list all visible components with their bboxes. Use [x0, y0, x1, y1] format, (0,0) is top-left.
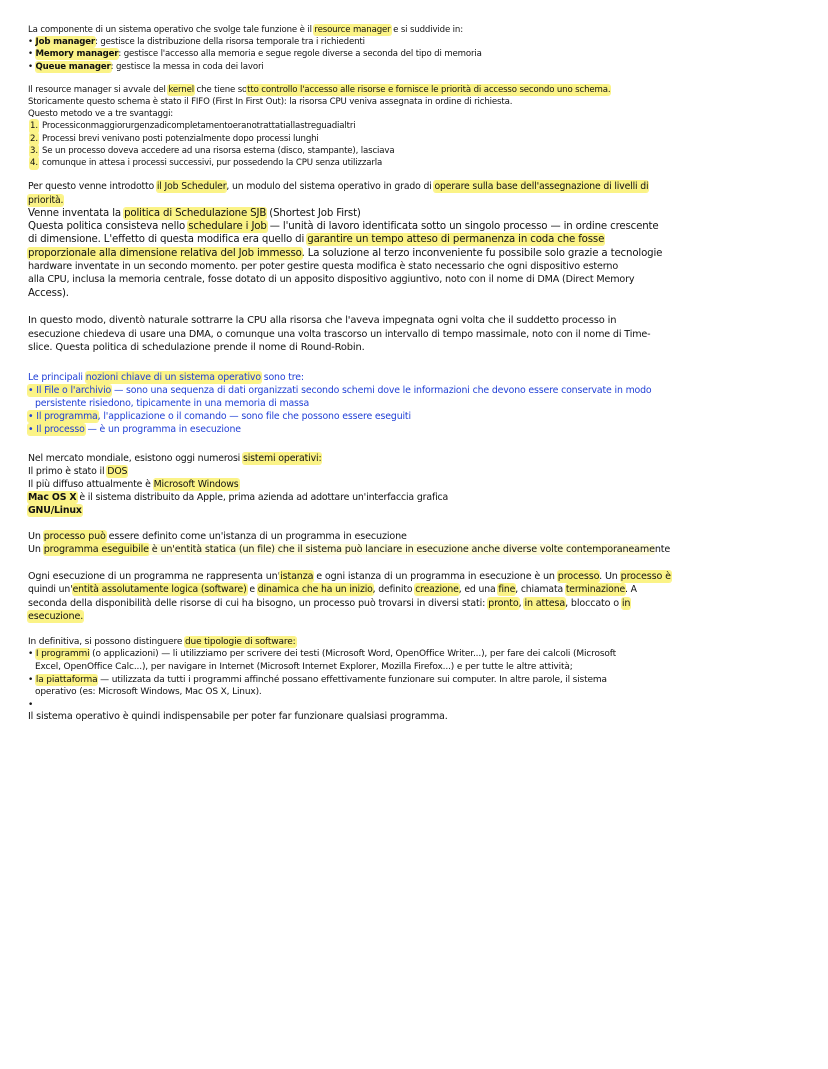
list-item [28, 674, 804, 687]
highlight-in: in [621, 597, 631, 609]
highlight-sjb-policy: politica di Schedulazione SJB [124, 207, 267, 219]
intro-line [28, 24, 804, 36]
highlight-macos: Mac OS X [28, 491, 77, 503]
list-number: 4. [30, 158, 38, 169]
text: Ogni esecuzione di un programma ne rappresenta un' [28, 570, 281, 582]
text: . La soluzione al terzo inconveniente fu possibile solo grazie a tecnologie [301, 247, 663, 259]
text: , l'applicazione o il comando — sono file che possono essere eseguiti [97, 410, 411, 422]
list-item [28, 36, 804, 48]
highlight-platform: la piattaforma [35, 674, 98, 685]
text: , bloccato o [565, 597, 622, 609]
highlight-os: sistemi operativi: [242, 452, 322, 464]
paragraph-line [28, 478, 804, 491]
highlight-priority: tto controllo l'accesso alle risorse e fornisce le priorità di accesso secondo uno schema. [247, 84, 611, 95]
highlight-schedule-jobs: schedulare i Job [188, 221, 267, 233]
resource-section [28, 84, 804, 169]
paragraph-line [28, 636, 804, 649]
highlight-priority-levels: operare sulla base dell'assegnazione di livelli di [434, 181, 649, 193]
highlight-waiting: in attesa [524, 597, 566, 609]
paragraph-line [28, 452, 804, 465]
highlight-process: • Il processo [28, 423, 85, 435]
text: — l'unità di lavoro identificata sotto un singolo processo — in ordine crescente [266, 221, 659, 233]
text: In definitiva, si possono distinguere [28, 636, 185, 647]
paragraph-line: Storicamente questo schema è stato il FIFO (First In First Out): la risorsa CPU veniva assegnata in ordine di richiesta. [28, 97, 513, 108]
text: Il più diffuso attualmente è [28, 478, 154, 490]
paragraph-line [28, 610, 804, 624]
highlight-dynamic: dinamica che ha un inizio [257, 584, 373, 596]
list-item [28, 145, 804, 157]
text: Le principali [28, 371, 86, 383]
text: Un [28, 544, 44, 556]
text: persistente risiedono, tipicamente in una memoria di massa [35, 397, 310, 409]
paragraph-line [28, 583, 804, 597]
paragraph-line [28, 180, 804, 193]
highlight-ready: pronto [488, 597, 519, 609]
intro-section [28, 24, 804, 73]
text: e ogni istanza di un programma in esecuzione è un [313, 570, 558, 582]
text: Venne inventata la [28, 207, 125, 219]
text: Processi brevi venivano posti potenzialmente dopo processi lunghi [42, 133, 319, 144]
highlight-creation: creazione [415, 584, 459, 596]
list-item-continuation [28, 397, 804, 410]
paragraph-line [28, 504, 804, 517]
text: . Un [599, 570, 621, 582]
highlight-executable: programma eseguibile [43, 544, 149, 556]
text: e si suddivide in: [390, 25, 463, 35]
highlight-windows: Microsoft Windows [153, 478, 239, 490]
highlight-wait-time: garantire un tempo atteso di permanenza in coda che fosse [307, 234, 605, 246]
text: , chiamata [515, 584, 566, 596]
highlight-resource-manager: resource manager [314, 25, 391, 35]
text: : gestisce la messa in coda dei lavori [110, 61, 264, 72]
highlight-software-types: due tipologie di software: [184, 636, 296, 647]
highlight-logical: entità assolutamente logica (software) [72, 584, 247, 596]
bullet: • [28, 649, 36, 660]
highlight-process: processo [557, 570, 600, 582]
highlight-job-manager: Job manager [35, 37, 95, 48]
text: Se un processo doveva accedere ad una risorsa esterna (disco, stampante), lasciava [42, 145, 395, 156]
paragraph-line [28, 220, 804, 233]
paragraph-line: In questo modo, diventò naturale sottrarre la CPU alla risorsa che l'aveva impegnata ogni volta che il suddetto processo in [28, 314, 617, 326]
text: essere definito come un'istanza di un programma in esecuzione [105, 530, 407, 542]
bullet: • [28, 37, 36, 48]
highlight-termination: terminazione [565, 584, 626, 596]
text: nte [654, 544, 671, 556]
disadvantages-list [28, 120, 804, 169]
list-number: 2. [30, 133, 38, 144]
list-number: 1. [30, 121, 38, 132]
paragraph-line [28, 247, 804, 260]
list-item [28, 157, 804, 169]
paragraph-line [28, 530, 804, 543]
highlight-proportional: proporzionale alla dimensione relativa del Job immesso [28, 247, 302, 259]
text: , un modulo del sistema operativo in grado di [226, 181, 435, 193]
text: — è un programma in esecuzione [84, 423, 241, 435]
text: . A [625, 584, 637, 596]
list-item [28, 61, 804, 73]
text: è il sistema distribuito da Apple, prima azienda ad adottare un'interfaccia grafica [76, 491, 449, 503]
text: Nel mercato mondiale, esistono oggi numerosi [28, 452, 243, 464]
text: , definito [372, 584, 416, 596]
text: , ed una [458, 584, 499, 596]
highlight-execution: esecuzione. [28, 611, 84, 623]
highlight-process: processo è [620, 570, 671, 582]
paragraph-line [28, 207, 804, 220]
text: è un'entità statica (un file) che il sistema può lanciare in esecuzione anche diverse volte contemporaneame [148, 544, 655, 556]
text: Questa politica consisteva nello [28, 221, 189, 233]
highlight-program: • Il programma [28, 410, 98, 422]
highlight-instance: istanza [280, 570, 314, 582]
highlight-kernel: kernel [168, 84, 194, 95]
key-concepts-section [28, 371, 804, 436]
paragraph-line [28, 570, 804, 584]
paragraph-line: Access). [28, 287, 69, 299]
paragraph-line [28, 491, 804, 504]
paragraph-line [28, 233, 804, 246]
list-number: 3. [30, 145, 38, 156]
text: — utilizzata da tutti i programmi affinché possano effettivamente funzionare sui computer. In altre parole, il sistema [97, 674, 607, 685]
list-item-continuation: Excel, OpenOffice Calc...), per navigare in Internet (Microsoft Internet Explorer, Mozilla Firefox...) e per tutte le altre attività; [35, 662, 573, 673]
paragraph-line: esecuzione chiedeva di usare una DMA, o comunque una volta trascorso un intervallo di tempo massimale, noto con il nome di Time- [28, 328, 651, 340]
paragraph-line [28, 465, 804, 478]
text: Processiconmaggiorurgenzadicompletamentoeranotrattatiallastreguadialtri [42, 121, 356, 132]
paragraph-line [28, 597, 804, 611]
section-title [28, 371, 804, 384]
list-item [28, 648, 804, 661]
text: Per questo venne introdotto [28, 181, 157, 193]
bullet: • [28, 674, 36, 685]
text: La componente di un sistema operativo che svolge tale funzione è il [28, 25, 315, 35]
highlight-file: • Il File o l'archivio [28, 384, 112, 396]
text: seconda della disponibilità delle risorse di cui ha bisogno, un processo può trovarsi in diversi stati: [28, 597, 489, 609]
highlight-queue-manager: Queue manager [35, 61, 111, 72]
highlight-job-scheduler: il Job Scheduler [156, 181, 227, 193]
scheduler-section [28, 180, 804, 300]
text: comunque in attesa i processi successivi, pur possedendo la CPU senza utilizzarla [42, 158, 383, 169]
paragraph-line [28, 543, 804, 556]
text: , [518, 597, 525, 609]
paragraph-line: Questo metodo ve a tre svantaggi: [28, 109, 174, 120]
paragraph-line: Il sistema operativo è quindi indispensabile per poter far funzionare qualsiasi programma. [28, 711, 448, 723]
paragraph-line: hardware inventate in un secondo momento. per poter gestire questa modifica è stato necessario che ogni dispositivo esterno [28, 261, 619, 273]
list-item [28, 410, 804, 423]
list-item [28, 133, 804, 145]
paragraph-line [28, 194, 804, 207]
list-item [28, 120, 804, 132]
paragraph-line: slice. Questa politica di schedulazione prende il nome di Round-Robin. [28, 342, 365, 354]
text: : gestisce la distribuzione della risorsa temporale tra i richiedenti [95, 37, 365, 48]
list-item [28, 423, 804, 436]
text: — sono una sequenza di dati organizzati secondo schemi dove le informazioni che devono essere conservate in modo [111, 384, 652, 396]
text: sono tre: [260, 371, 304, 383]
market-section [28, 452, 804, 517]
highlight-linux: GNU/Linux [28, 504, 82, 516]
text: di dimensione. L'effetto di questa modifica era quello di [28, 234, 308, 246]
text: quindi un' [28, 584, 73, 596]
text: (o applicazioni) — li utilizziamo per scrivere dei testi (Microsoft Word, OpenOffice Writer...), per fare dei calcoli (Microsoft [89, 649, 616, 660]
round-robin-section [28, 314, 804, 355]
list-item [28, 384, 804, 397]
text: Il primo è stato il [28, 465, 108, 477]
bullet: • [28, 61, 36, 72]
highlight-key-concepts: nozioni chiave di un sistema operativo [85, 371, 261, 383]
text: e [246, 584, 258, 596]
highlight-priority: priorità. [28, 194, 64, 206]
text: : gestisce l'accesso alla memoria e segue regole diverse a seconda del tipo di memoria [118, 49, 482, 60]
text: Il resource manager si avvale del [28, 84, 169, 95]
execution-section [28, 570, 804, 624]
highlight-end: fine [498, 584, 516, 596]
paragraph-line: alla CPU, inclusa la memoria centrale, fosse dotato di un apposito dispositivo aggiuntivo, noto con il nome di DMA (Direct Memory [28, 274, 635, 286]
process-section [28, 530, 804, 557]
bullet: • [28, 49, 36, 60]
text: (Shortest Job First) [266, 207, 361, 219]
highlight-memory-manager: Memory manager [35, 49, 119, 60]
bullet: • [28, 699, 34, 710]
software-section [28, 636, 804, 724]
paragraph-line [28, 84, 804, 96]
text: che tiene so [193, 84, 248, 95]
highlight-programs: I programmi [35, 649, 90, 660]
text: Un [28, 530, 44, 542]
highlight-dos: DOS [107, 465, 128, 477]
highlight-process: processo può [43, 530, 106, 542]
list-item-continuation: operativo (es: Microsoft Windows, Mac OS X, Linux). [35, 687, 262, 698]
list-item [28, 48, 804, 60]
